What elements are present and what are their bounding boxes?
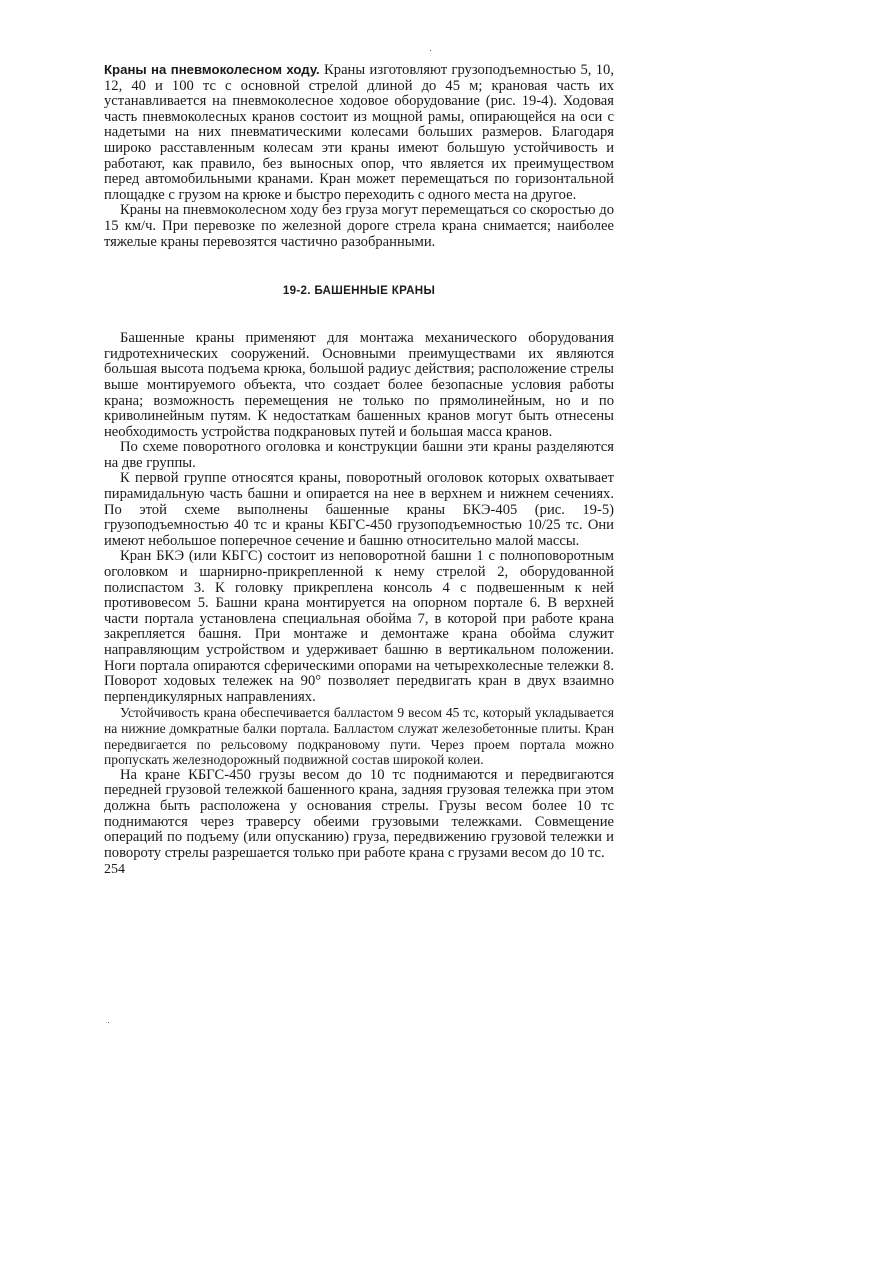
paragraph-stability: Устойчивость крана обеспечивается балластом 9 весом 45 тс, который укладывается на нижние домкратные балки портала. Балластом служат железобетонные плиты. Кран передвигается по рельсовому подкрановому пути. Через проем портала можно пропускать железнодорожный подвижной состав широкой колеи. (104, 705, 614, 768)
paragraph-tower-cranes-intro: Башенные краны применяют для монтажа механического оборудования гидротехнических сооружений. Основными преимуществами их являются большая высота подъема крюка, большой радиус действия; расположение стрелы выше монтируемого объекта, что создает более безопасные условия работы крана; возможность перемещения не только по прямолинейным, но и по криволинейным путям. К недостаткам башенных кранов могут быть отнесены необходимость устройства подкрановых путей и большая масса кранов. (104, 330, 614, 440)
paragraph-kbgs-450: На кране КБГС-450 грузы весом до 10 тс поднимаются и передвигаются передней грузовой тележкой башенного крана, задняя грузовая тележка при этом должна быть расположена у основания стрелы. Грузы весом более 10 тс поднимаются через траверсу обеими грузовыми тележками. Совмещение операций по подъему (или опусканию) груза, передвижению грузовой тележки и повороту стрелы разрешается только при работе крана с грузами весом до 10 тс. (104, 766, 614, 861)
paragraph-first-group: К первой группе относятся краны, поворотный оголовок которых охватывает пирамидальную часть башни и опирается на нее в верхнем и нижнем сечениях. По этой схеме выполнены башенные краны БКЭ-405 (рис. 19-5) грузоподъемностью 40 тс и краны КБГС-450 грузоподъемностью 10/25 тс. Они имеют небольшое поперечное сечение и башню относительно малой массы. (104, 470, 614, 549)
run-in-heading: Краны на пневмоколесном ходу. (104, 62, 320, 77)
book-page (104, 62, 614, 877)
section-heading: 19-2. БАШЕННЫЕ КРАНЫ (282, 284, 436, 298)
paragraph-crane-structure: Кран БКЭ (или КБГС) состоит из неповоротной башни 1 с полноповоротным оголовком и шарнирно-прикрепленной к нему стрелой 2, оборудованной полиспастом 3. К головку прикреплена консоль 4 с подвешенным к ней противовесом 5. Башни крана монтируется на опорном портале 6. В верхней части портала установлена специальная обойма 7, в которой при работе крана закрепляется башня. При монтаже и демонтаже крана обойма служит направляющим устройством и удерживает башню в вертикальном положении. Ноги портала опираются сферическими опорами на четырехколесные тележки 8. Поворот ходовых тележек на 90° позволяет передвигать кран в двух взаимно перпендикулярных направлениях. (104, 548, 614, 705)
scan-speck (430, 50, 431, 51)
paragraph-pneumatic-cranes (104, 62, 614, 203)
paragraph-pneumatic-speed: Краны на пневмоколесном ходу без груза могут перемещаться со скоростью до 15 км/ч. При перевозке по железной дороге стрела крана снимается; наиболее тяжелые краны перевозятся частично разобранными. (104, 202, 614, 250)
paragraph-tower-groups: По схеме поворотного оголовка и конструкции башни эти краны разделяются на две группы. (104, 439, 614, 471)
page-number: 254 (104, 862, 125, 878)
paragraph-text: Краны изготовляют грузоподъемностью 5, 10, 12, 40 и 100 тс с основной стрелой длиной до 45 м; крановая часть их устанавливается на пневмоколесное ходовое оборудование (рис. 19-4). Ходовая часть пневмоколесных кранов состоит из мощной рамы, опирающейся на оси с надетыми на них пневматическими колесами больших размеров. Благодаря широко расставленным колесам эти краны имеют большую устойчивость и работают, как правило, без выносных опор, что является их преимуществом перед автомобильными кранами. Кран может перемещаться по горизонтальной площадке с грузом на крюке и быстро переходить с одного места на другое. (104, 62, 614, 203)
scan-speck (108, 1022, 109, 1023)
